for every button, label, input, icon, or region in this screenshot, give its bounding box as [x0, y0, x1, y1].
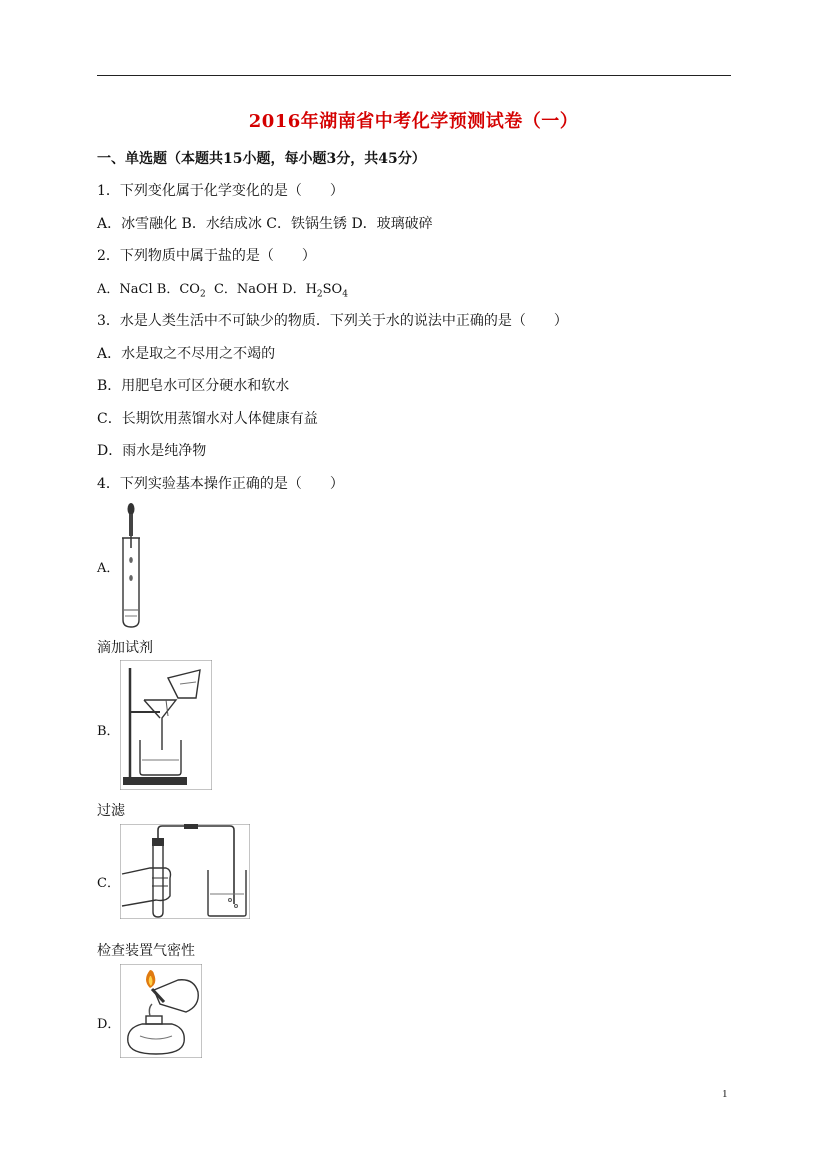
q4-option-b-label: B．: [97, 724, 120, 739]
q1-stem: 1．下列变化属于化学变化的是（ ）: [97, 183, 344, 199]
q4-option-b-caption: 过滤: [97, 803, 125, 819]
dropper-test-tube-figure: [118, 500, 146, 630]
q3-stem: 3．水是人类生活中不可缺少的物质．下列关于水的说法中正确的是（ ）: [97, 313, 568, 329]
q4-option-a-caption: 滴加试剂: [97, 640, 153, 656]
header-rule: [97, 75, 731, 76]
filtration-figure: [120, 660, 212, 790]
q3-option-a: A．水是取之不尽用之不竭的: [97, 346, 276, 362]
q3-option-d: D．雨水是纯净物: [97, 443, 207, 459]
q1-options: A．冰雪融化 B．水结成冰 C．铁锅生锈 D．玻璃破碎: [97, 216, 433, 232]
q2-stem: 2．下列物质中属于盐的是（ ）: [97, 248, 316, 264]
q4-option-c-label: C．: [97, 876, 120, 891]
q2-option-c: C．NaOH: [213, 282, 279, 297]
q3-option-b: B．用肥皂水可区分硬水和软水: [97, 378, 290, 394]
q4-option-c-caption: 检查装置气密性: [97, 943, 195, 959]
alcohol-lamp-figure: [120, 964, 202, 1058]
q2-option-a: A．NaCl: [97, 282, 153, 297]
page-title: 2016年湖南省中考化学预测试卷（一）: [248, 111, 579, 132]
q4-stem: 4．下列实验基本操作正确的是（ ）: [97, 476, 344, 492]
q2-options: [97, 280, 348, 305]
q3-option-c: C．长期饮用蒸馏水对人体健康有益: [97, 411, 318, 427]
airtightness-check-figure: [120, 824, 250, 919]
section-heading: 一、单选题（本题共15小题，每小题3分，共45分）: [97, 151, 426, 167]
q2-option-d: D．$H_2SO_4$: [282, 282, 348, 300]
q2-option-b: B．$CO_2$: [156, 282, 206, 300]
page-number: 1: [722, 1088, 728, 1100]
q4-option-a-label: A．: [97, 561, 120, 576]
q4-option-d-label: D．: [97, 1017, 121, 1032]
